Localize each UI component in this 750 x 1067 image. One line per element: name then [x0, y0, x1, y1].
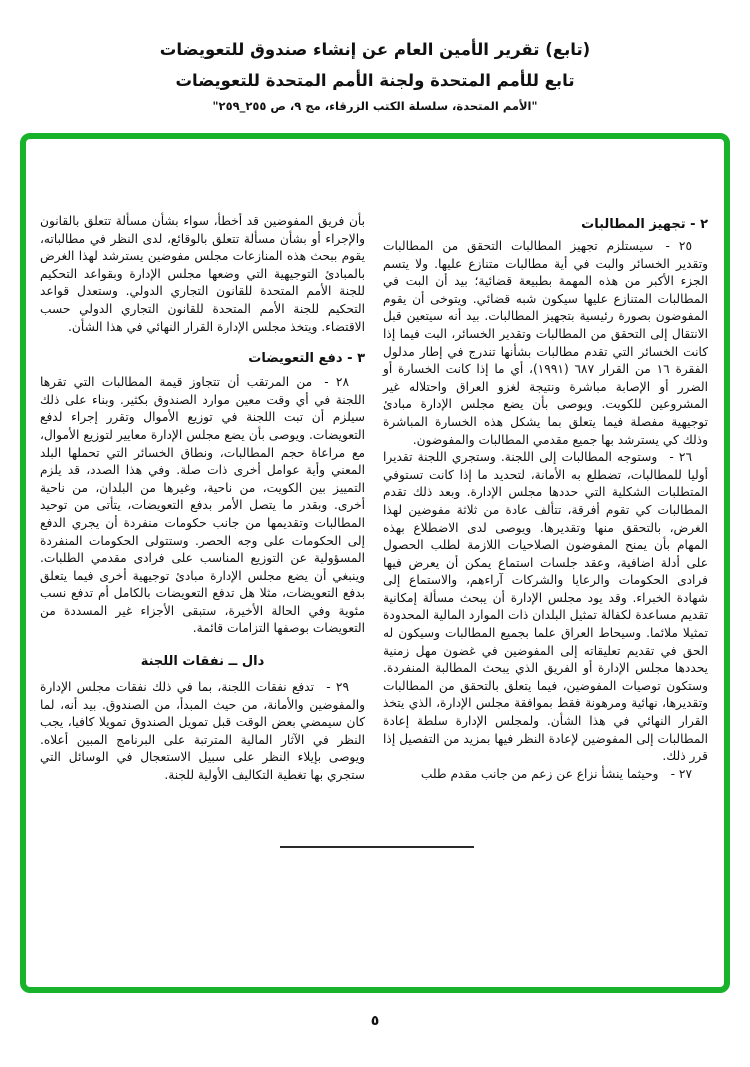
- column-right: [383, 213, 708, 785]
- document-citation: "الأمم المتحدة، سلسلة الكتب الزرقاء، مج ٩، ص ٢٥٥_٢٥٩": [212, 99, 538, 113]
- footnote-separator-rule: [280, 846, 474, 848]
- document-title-line-1: (تابع) تقرير الأمين العام عن إنشاء صندوق للتعويضات: [159, 40, 591, 59]
- subsection-heading-commission-expenses: دال ــ نفقات اللجنة: [140, 654, 265, 670]
- section-heading-payment-of-compensation: ٣ - دفع التعويضات: [248, 351, 365, 367]
- paragraph-27-start: ٢٧ - وحيثما ينشأ نزاع عن زعم من جانب مقدم طلب: [420, 766, 692, 781]
- section-heading-processing-claims: ٢ - تجهيز المطالبات: [581, 217, 708, 232]
- paragraph-26: ٢٦ - وستوجه المطالبات إلى اللجنة. وستجري اللجنة تقديرا أوليا للمطالبات، تضطلع به الأمانة، لتحديد ما إذا كانت تستوفي المتطلبات الشكلية التي حددها مجلس الإدارة. وبعد ذلك تقدم المطالبات كي تقوم أفرقة، تتألف عادة من ثلاثة مفوضين لهذا الغرض، بالتحقق منها وتقديرها. ويوصى لدى الاضطلاع بهذه المهام بأن يمنح المفوضون الصلاحيات اللازمة لطلب الحصول على أدلة اضافية، وعقد جلسات استماع يمكن أن يعرض فيها فرادى الحكومات والرعايا والشركات آراءهم، والاستماع إلى شهادة الخبراء. وقد يود مجلس الإدارة أن يبحث مسألة إمكانية تقديم مساعدة لكفالة تمثيل البلدان ذات الموارد المالية المحدودة تمثيلا ملائما. وسيحاط العراق علما بجميع المطالبات وسيكون له الحق في تقديم تعليقاته إلى المفوضين في غضون مهل زمنية يحددها مجلس الإدارة أو الفريق الذي يبحث المطالبة المنفردة. وستكون توصيات المفوضين، فيما يتعلق بالتحقق من المطالبات وتقديرها، نهائية ومرهونة فقط بموافقة مجلس الإدارة، الذي يتخذ القرار النهائي في هذا الشأن. ولمجلس الإدارة سلطة إعادة المطالبات إلى المفوضين لإعادة النظر فيها بمزيد من التفصيل إذا قرر ذلك.: [383, 450, 708, 764]
- paragraph-25: ٢٥ - سيستلزم تجهيز المطالبات التحقق من المطالبات وتقدير الخسائر والبت في أية مطالبات متنازع عليها. ولا يتسم الجزء الأكبر من هذه المهمة بطبيعة قضائية؛ بيد أن البت في المطالبات المتنازع عليها سيكون شبه قضائي. ويتوخى أن يقوم المفوضون بصورة رئيسية بتجهيز المطالبات. بيد أنه سيتعين قبل الانتقال إلى التحقق من المطالبات وتقدير الخسائر، البت فيما إذا كانت الخسائر التي تقدم مطالبات بشأنها تندرج في إطار مدلول الفقرة ١٦ من القرار ٦٨٧ (١٩٩١)، أي ما إذا كانت الخسارة أو الضرر أو الإصابة مباشرة ونتيجة لغزو العراق واحتلاله غير المشروعين للكويت. ويوصى بأن يضع مجلس الإدارة مبادئ توجيهية مفصلة فيما يتعلق بما يشكل هذه الخسارة المباشرة وذلك كي يسترشد بها جميع مقدمي المطالبات والمفوضون.: [383, 239, 708, 447]
- two-column-body: [40, 213, 708, 785]
- document-title-line-2: تابع للأمم المتحدة ولجنة الأمم المتحدة للتعويضات: [175, 71, 575, 90]
- paragraph-27-continued: بأن فريق المفوضين قد أخطأ، سواء بشأن مسألة تتعلق بالقانون والإجراء أو بشأن مسألة تتعلق بالوقائع، لدى النظر في مطالباته، يقوم ببحث هذه المنازعات مجلس مفوضين يسترشد لهذا الغرض بالمبادئ التوجيهية التي وضعها مجلس الإدارة وبقواعد التحكيم للجنة الأمم المتحدة للقانون التجاري الدولي. وستعدل قواعد التحكيم للجنة الأمم المتحدة للقانون التجاري الدولي حسب الاقتضاء. ويتخذ مجلس الإدارة القرار النهائي في هذا الشأن.: [40, 214, 365, 334]
- column-left: [40, 213, 365, 785]
- paragraph-29: ٢٩ - تدفع نفقات اللجنة، بما في ذلك نفقات مجلس الإدارة والمفوضين والأمانة، من حيث المبدأ، من الصندوق. بيد أنه، لما كان سيمضي بعض الوقت قبل تمويل الصندوق تمويلا كافيا، يجب النظر في الآثار المالية المترتبة على البرنامج المبين أعلاه. ويوصى بإيلاء النظر على سبيل الاستعجال في الوسائل التي ستجري بها تغطية التكاليف الأولية للجنة.: [40, 680, 365, 783]
- page-number: ٥: [370, 1013, 380, 1029]
- document-header: [0, 34, 750, 113]
- paragraph-28: ٢٨ - من المرتقب أن تتجاوز قيمة المطالبات التي تقرها اللجنة في أي وقت معين موارد الصندوق بكثير. وبناء على ذلك سيلزم أن تبت اللجنة في توزيع الأموال وتقرر إجراء لدفع التعويضات. ويوصى بأن يضع مجلس الإدارة معايير لتوزيع الأموال، مع مراعاة حجم المطالبات، ونطاق الخسائر التي تحملها البلد المعني وأية عوامل أخرى ذات صلة. وفي هذا الصدد، قد يلزم التمييز بين الكويت، من ناحية، وغيرها من البلدان، من ناحية أخرى. وبقدر ما يتصل الأمر بدفع التعويضات، يتأتى من توحيد المطالبات وتقديمها من جانب حكومات منفردة أن يجري الدفع إلى الحكومات على وجه الحصر. وستتولى الحكومات المنفردة المسؤولية عن التوزيع المناسب على فرادى مقدمي الطلبات. وينبغي أن يضع مجلس الإدارة مبادئ توجيهية أخرى فيما يتعلق بدفع التعويضات، مثلا هل تدفع التعويضات بالكامل أم تدفع نسب مئوية وفي الحالة الأخيرة، ستبقى الأجزاء غير المسددة من التعويضات بوصفها التزامات قائمة.: [40, 375, 365, 636]
